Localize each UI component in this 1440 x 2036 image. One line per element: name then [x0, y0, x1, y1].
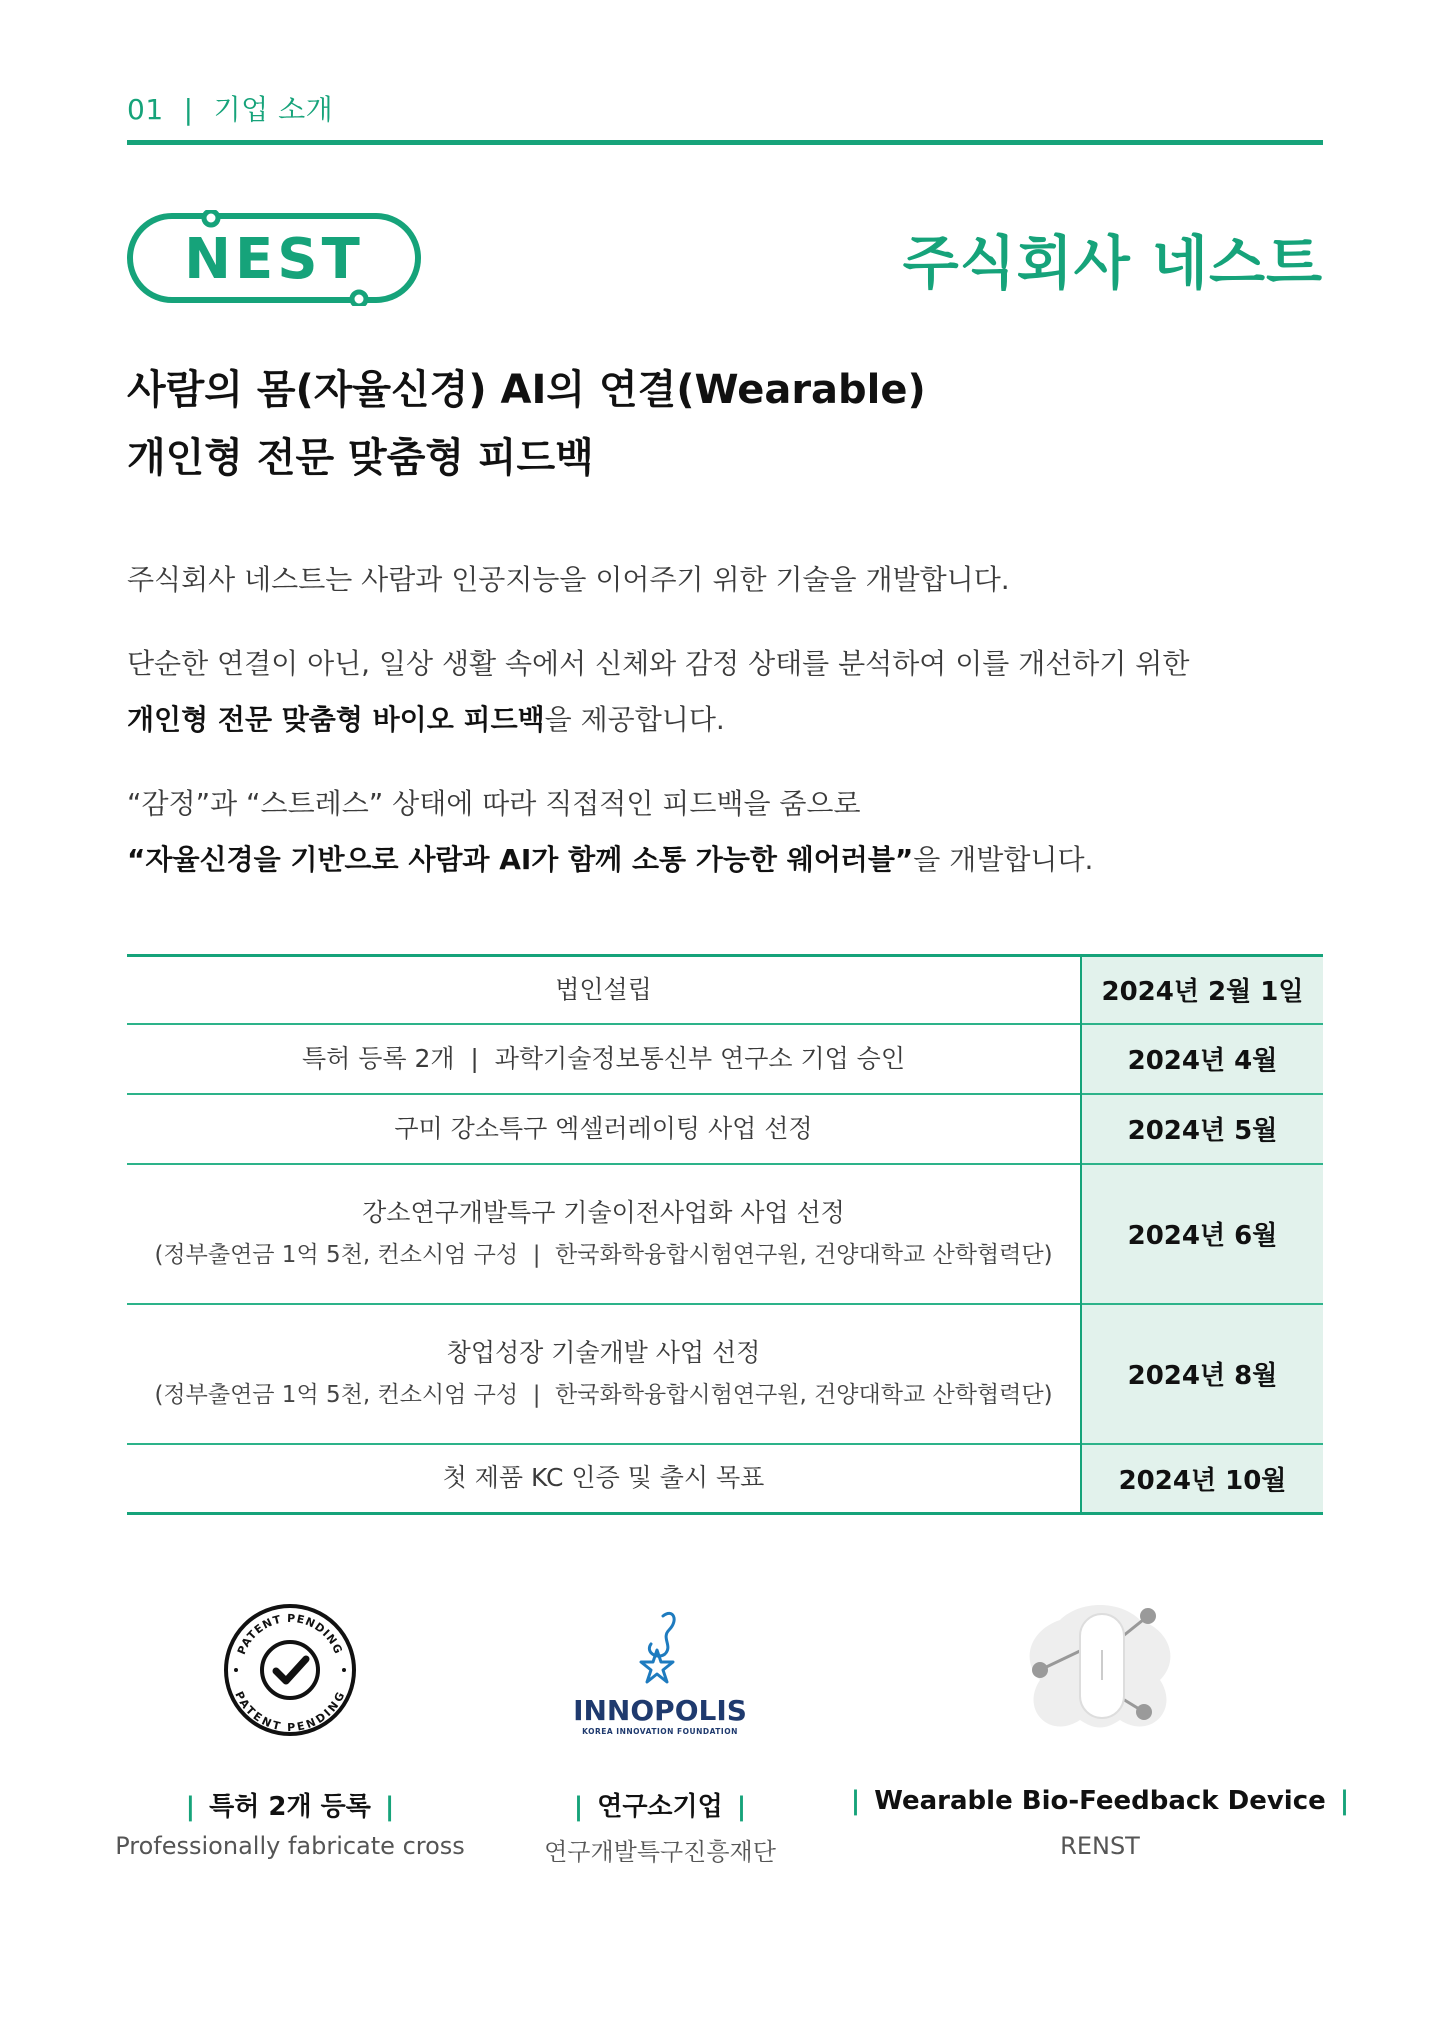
timeline-row: [127, 956, 1323, 1024]
headline-line-2: 개인형 전문 맞춤형 피드백: [127, 435, 594, 481]
company-name: 주식회사 네스트: [902, 229, 1323, 297]
timeline-event-detail: (정부출연금 1억 5천, 컨소시엄 구성 | 한국화학융합시험연구원, 건양대학교 산학협력단): [154, 1241, 1053, 1268]
badge-text-bottom: PATENT PENDING: [232, 1689, 348, 1735]
intro-text-1: 주식회사 네스트는 사람과 인공지능을 이어주기 위한 기술을 개발합니다.: [127, 563, 1010, 596]
timeline-date: 2024년 4월: [1081, 1024, 1323, 1094]
intro-text-3a: “감정”과 “스트레스” 상태에 따라 직접적인 피드백을 줌으로: [127, 787, 861, 820]
innopolis-subtitle: KOREA INNOVATION FOUNDATION: [582, 1727, 738, 1736]
feature-label-text: 연구소기업: [597, 1792, 723, 1822]
timeline-row: [127, 1304, 1323, 1444]
feature-label: | 특허 2개 등록 |: [185, 1792, 395, 1822]
timeline-row: [127, 1094, 1323, 1164]
timeline-event: [127, 1304, 1081, 1444]
feature-label: | 연구소기업 |: [573, 1792, 747, 1822]
intro-text-2-bold: 개인형 전문 맞춤형 바이오 피드백: [127, 703, 545, 736]
intro-text-3-bold: “자율신경을 기반으로 사람과 AI가 함께 소통 가능한 웨어러블”: [127, 843, 914, 876]
intro-text-3b: 을 개발합니다.: [913, 843, 1094, 876]
wearable-device-image: [1020, 1600, 1180, 1740]
innopolis-logo: [565, 1600, 755, 1740]
timeline-date: 2024년 6월: [1081, 1164, 1323, 1304]
innopolis-wordmark: INNOPOLIS: [573, 1694, 747, 1727]
patent-badge-icon: [220, 1600, 360, 1740]
feature-patent: [115, 1600, 465, 1860]
timeline-date: 2024년 5월: [1081, 1094, 1323, 1164]
timeline-row: [127, 1164, 1323, 1304]
timeline-row: [127, 1444, 1323, 1514]
company-timeline-table: [127, 954, 1323, 1515]
timeline-event-title: 강소연구개발특구 기술이전사업화 사업 선정: [362, 1197, 845, 1227]
intro-paragraph-1: [127, 552, 1323, 608]
timeline-date: 2024년 2월 1일: [1081, 956, 1323, 1024]
badge-text-top: PATENT PENDING: [234, 1611, 346, 1657]
timeline-event-detail: (정부출연금 1억 5천, 컨소시엄 구성 | 한국화학융합시험연구원, 건양대학교 산학협력단): [154, 1381, 1053, 1408]
nest-logo: [127, 210, 421, 306]
headline-line-1: 사람의 몸(자율신경) AI의 연결(Wearable): [127, 367, 926, 413]
timeline-event: 첫 제품 KC 인증 및 출시 목표: [442, 1463, 765, 1493]
feature-caption: RENST: [1060, 1832, 1140, 1860]
timeline-date: 2024년 8월: [1081, 1304, 1323, 1444]
section-header: [127, 88, 1323, 128]
logo-text: NEST: [184, 227, 364, 292]
timeline-event-text: 특허 등록 2개 | 과학기술정보통신부 연구소 기업 승인: [301, 1043, 905, 1073]
intro-text-2b: 을 제공합니다.: [544, 703, 725, 736]
headline: [127, 356, 1227, 492]
timeline-event: [127, 1024, 1081, 1094]
header-divider: [127, 140, 1323, 145]
timeline-row: [127, 1024, 1323, 1094]
section-number: 01: [127, 93, 164, 126]
feature-innopolis: [544, 1600, 776, 1866]
intro-paragraph-3: [127, 776, 1323, 888]
timeline-event-title: 창업성장 기술개발 사업 선정: [446, 1337, 761, 1367]
intro-text-2a: 단순한 연결이 아닌, 일상 생활 속에서 신체와 감정 상태를 분석하여 이를 개선하기 위한: [127, 647, 1190, 680]
feature-label: | Wearable Bio-Feedback Device |: [850, 1786, 1350, 1816]
section-title: 기업 소개: [213, 93, 334, 126]
timeline-date: 2024년 10월: [1081, 1444, 1323, 1514]
timeline-event: [127, 1164, 1081, 1304]
feature-label-text: 특허 2개 등록: [209, 1792, 371, 1822]
feature-caption: Professionally fabricate cross: [115, 1832, 465, 1860]
section-separator: |: [183, 93, 194, 126]
feature-label-text: Wearable Bio-Feedback Device: [874, 1786, 1326, 1816]
feature-caption: 연구개발특구진흥재단: [544, 1838, 776, 1866]
timeline-event: 구미 강소특구 엑셀러레이팅 사업 선정: [394, 1113, 813, 1143]
intro-paragraph-2: [127, 636, 1323, 748]
feature-wearable: [850, 1600, 1350, 1860]
timeline-event: 법인설립: [555, 974, 652, 1004]
